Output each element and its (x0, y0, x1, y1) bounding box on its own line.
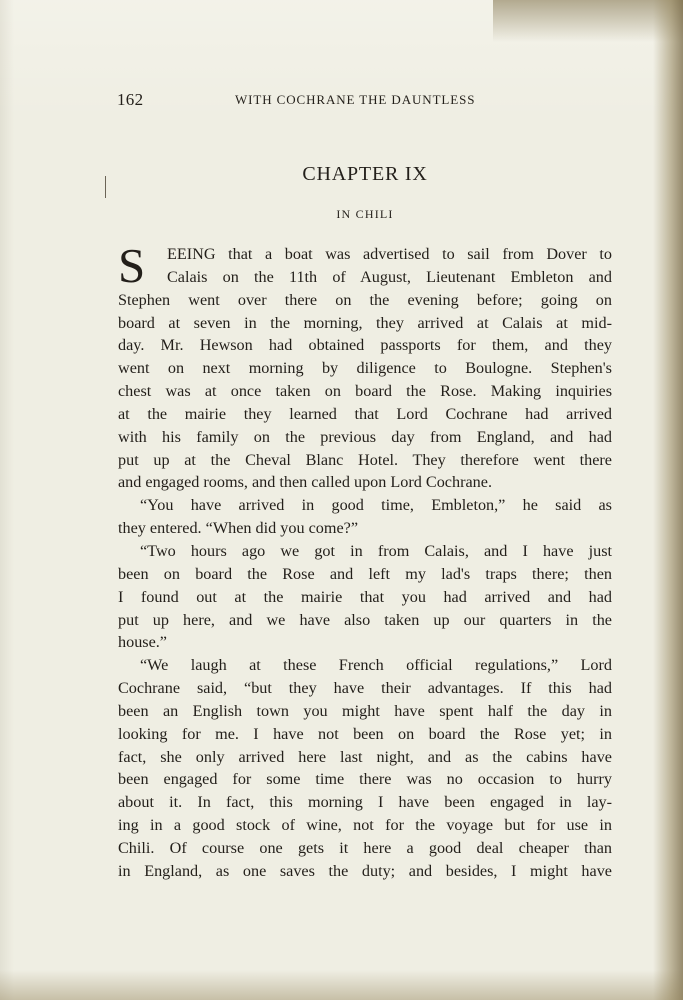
text-line: house.” (118, 633, 167, 652)
text-line: Chili. Of course one gets it here a good deal cheaper than (118, 838, 612, 857)
running-title: WITH COCHRANE THE DAUNTLESS (235, 92, 476, 107)
text-line: “You have arrived in good time, Embleton,” he said as (140, 496, 612, 515)
body-text (118, 238, 612, 883)
text-line: “Two hours ago we got in from Calais, and I have just (140, 541, 612, 560)
text-line: Stephen went over there on the evening before; going on (118, 290, 612, 309)
text-line: “We laugh at these French official regulations,” Lord (140, 656, 612, 675)
text-line: Calais on the 11th of August, Lieutenant Embleton and (167, 267, 612, 286)
page-edge-shadow-bottom (0, 970, 683, 1000)
text-line: EEING that a boat was advertised to sail from Dover to (167, 245, 612, 263)
text-line: been on board the Rose and left my lad's traps there; then (118, 564, 612, 583)
drop-cap: S (118, 238, 146, 293)
chapter-subtitle: IN CHILI (336, 207, 394, 221)
running-head (117, 90, 612, 110)
chapter-title: CHAPTER IX (302, 163, 428, 185)
page-edge-shadow-right (653, 0, 683, 1000)
text-line: put up at the Cheval Blanc Hotel. They therefore went there (118, 450, 612, 469)
text-line: and engaged rooms, and then called upon Lord Cochrane. (118, 473, 492, 492)
text-line: I found out at the mairie that you had arrived and had (118, 587, 612, 606)
text-line: fact, she only arrived here last night, and as the cabins have (118, 747, 612, 766)
text-line: went on next morning by diligence to Boulogne. Stephen's (118, 359, 612, 378)
text-line: about it. In fact, this morning I have been engaged in lay- (118, 793, 612, 812)
text-line: with his family on the previous day from England, and had (118, 427, 612, 446)
text-line: day. Mr. Hewson had obtained passports for them, and they (118, 336, 612, 355)
page-number: 162 (117, 90, 144, 109)
text-line: Cochrane said, “but they have their advantages. If this had (118, 679, 612, 698)
text-line: been engaged for some time there was no occasion to hurry (118, 770, 612, 789)
text-line: ing in a good stock of wine, not for the voyage but for use in (118, 816, 612, 835)
text-line: at the mairie they learned that Lord Cochrane had arrived (118, 404, 612, 423)
text-line: looking for me. I have not been on board the Rose yet; in (118, 724, 612, 743)
text-line: been an English town you might have spent half the day in (118, 701, 612, 720)
text-line: in England, as one saves the duty; and besides, I might have (118, 861, 612, 880)
text-line: chest was at once taken on board the Rose. Making inquiries (118, 382, 612, 401)
text-line: they entered. “When did you come?” (118, 519, 359, 538)
text-line: put up here, and we have also taken up our quarters in the (118, 610, 612, 629)
text-line: board at seven in the morning, they arrived at Calais at mid- (118, 313, 612, 332)
